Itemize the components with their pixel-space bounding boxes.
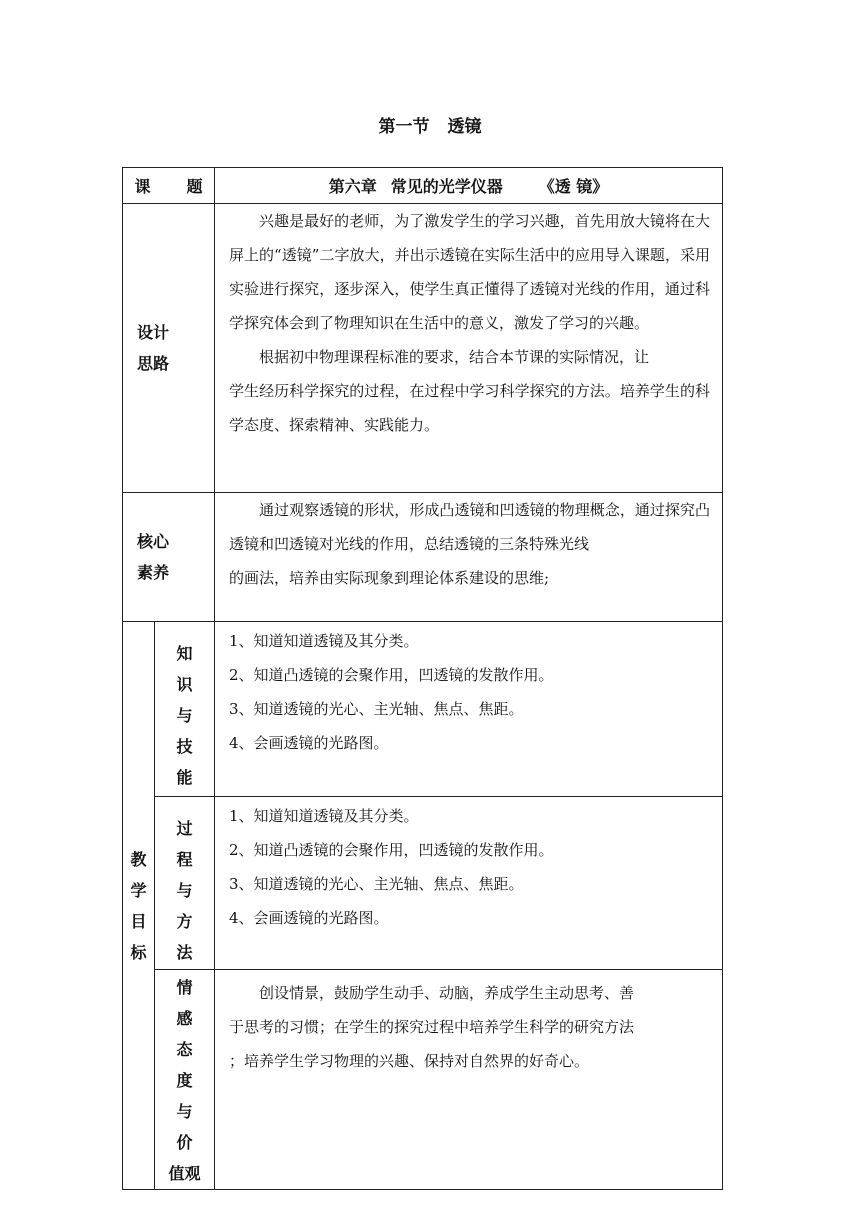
- label-char: 价: [176, 1133, 193, 1152]
- design-paragraph: 根据初中物理课程标准的要求，结合本节课的实际情况，让: [259, 348, 650, 366]
- label-char: 技: [176, 737, 193, 756]
- label-char: 值观: [168, 1164, 201, 1183]
- label-char: 与: [176, 706, 193, 725]
- goal-item: 1、知道知道透镜及其分类。: [229, 807, 419, 825]
- design-row: [123, 204, 723, 493]
- design-paragraph: 兴趣是最好的老师，为了激发学生的学习兴趣，首先用放大镜将在大屏上的“透镜”二字放大，并出示透镜在实际生活中的应用导入课题，采用实验进行探究，逐步深入，使学生真正懂得了透镜对光线的作用，通过科学探究体会到了物理知识在生活中的意义，激发了学习的兴趣。: [229, 212, 710, 332]
- topic-label-part: 题: [186, 177, 203, 196]
- chapter-title: 常见的光学仪器: [390, 177, 503, 196]
- affect-line: 于思考的习惯；在学生的探究过程中培养学生科学的研究方法: [229, 1018, 635, 1036]
- process-row: [123, 797, 723, 970]
- affect-row: [123, 970, 723, 1190]
- label-char: 程: [176, 850, 193, 869]
- design-paragraph: 学生经历科学探究的过程，在过程中学习科学探究的方法。培养学生的科学态度、探索精神、实践能力。: [229, 382, 710, 434]
- goal-item: 4、会画透镜的光路图。: [229, 734, 389, 752]
- label-char: 法: [176, 943, 193, 962]
- label-char: 能: [176, 768, 193, 787]
- lesson-plan-table: [122, 167, 723, 1190]
- design-content-cell: [215, 204, 723, 493]
- page-title-part: 透镜: [447, 117, 482, 137]
- label-char: 知: [176, 644, 193, 663]
- affect-content-cell: [215, 970, 723, 1190]
- affect-line: 创设情景，鼓励学生动手、动脑，养成学生主动思考、善: [259, 984, 635, 1002]
- goal-item: 2、知道凸透镜的会聚作用，凹透镜的发散作用。: [229, 666, 554, 684]
- affect-values-label: [155, 970, 215, 1190]
- label-char: 与: [176, 1102, 193, 1121]
- label-char: 标: [130, 942, 147, 962]
- goal-item: 3、知道透镜的光心、主光轴、焦点、焦距。: [229, 700, 524, 718]
- core-label: 核心素养: [123, 493, 215, 622]
- label-char: 态: [176, 1040, 193, 1059]
- knowledge-content-cell: [215, 622, 723, 797]
- label-char: 与: [176, 881, 193, 900]
- page-title-part: 第一节: [378, 117, 430, 137]
- core-paragraph: 的画法，培养由实际现象到理论体系建设的思维;: [229, 569, 550, 587]
- knowledge-row: [123, 622, 723, 797]
- label-char: 过: [176, 819, 193, 838]
- label-char: 情: [176, 978, 193, 997]
- label-char: 目: [130, 911, 147, 931]
- goal-item: 2、知道凸透镜的会聚作用，凹透镜的发散作用。: [229, 841, 554, 859]
- teaching-goals-label: [123, 622, 155, 1190]
- label-char: 识: [176, 675, 193, 694]
- process-method-label: [155, 797, 215, 970]
- design-label: 设计思路: [123, 204, 215, 493]
- goal-item: 4、会画透镜的光路图。: [229, 909, 389, 927]
- process-content-cell: [215, 797, 723, 970]
- lesson-title: 《透 镜》: [538, 177, 609, 196]
- core-content-cell: [215, 493, 723, 622]
- core-paragraph: 通过观察透镜的形状，形成凸透镜和凹透镜的物理概念，通过探究凸透镜和凹透镜对光线的作用，总结透镜的三条特殊光线: [229, 501, 710, 553]
- goal-item: 1、知道知道透镜及其分类。: [229, 632, 419, 650]
- label-char: 感: [176, 1009, 193, 1028]
- goal-item: 3、知道透镜的光心、主光轴、焦点、焦距。: [229, 875, 524, 893]
- label-char: 度: [176, 1071, 193, 1090]
- knowledge-skills-label: [155, 622, 215, 797]
- affect-line: ；培养学生学习物理的兴趣、保持对自然界的好奇心。: [229, 1052, 590, 1070]
- header-row: [123, 168, 723, 204]
- label-char: 方: [176, 912, 193, 931]
- core-row: [123, 493, 723, 622]
- page-title: [0, 112, 860, 137]
- label-char: 学: [130, 880, 147, 900]
- label-char: 教: [130, 849, 147, 869]
- chapter-number: 第六章: [328, 177, 377, 196]
- topic-label-cell: [123, 168, 215, 204]
- topic-title-cell: [215, 168, 723, 204]
- topic-label-part: 课: [134, 177, 151, 196]
